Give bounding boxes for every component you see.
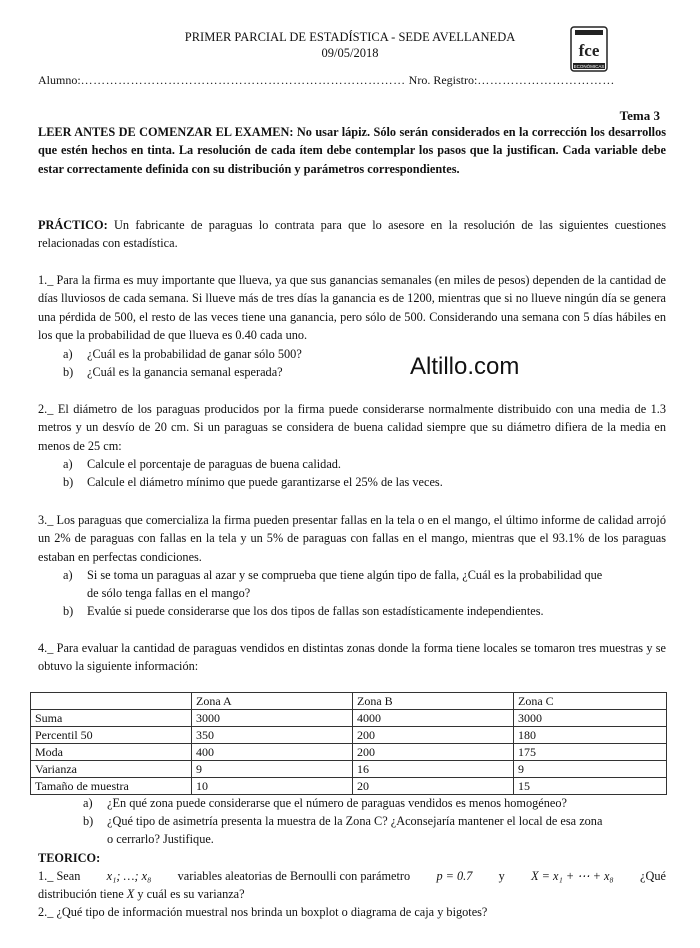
question-4a bbox=[83, 794, 567, 812]
q1b-label: b) bbox=[63, 365, 74, 379]
t1-y: y bbox=[498, 869, 505, 883]
table-cell: 15 bbox=[514, 778, 667, 795]
t1-vars: x₁; …; x₈ bbox=[106, 869, 152, 883]
table-cell: 175 bbox=[514, 744, 667, 761]
question-4b bbox=[83, 812, 666, 830]
question-3a-cont: de sólo tenga fallas en el mango? bbox=[87, 586, 251, 600]
table-header-cell: Zona A bbox=[192, 693, 353, 710]
t1-sum: X = x₁ + ⋯ + x₈ bbox=[531, 869, 614, 883]
t1-end: ¿Qué bbox=[639, 869, 666, 883]
table-header-cell bbox=[31, 693, 192, 710]
alumno-field[interactable]: …………………………………………………………………… bbox=[80, 73, 406, 87]
q1a-label: a) bbox=[63, 347, 73, 361]
question-1a bbox=[63, 345, 302, 363]
table-cell: 350 bbox=[192, 727, 353, 744]
q3b-text: Evalúe si puede considerarse que los dos tipos de fallas son estadísticamente independientes. bbox=[87, 604, 544, 618]
q4a-text: ¿En qué zona puede considerarse que el número de paraguas vendidos es menos homogéneo? bbox=[107, 796, 567, 810]
logo-caption: ECONÓMICAS bbox=[573, 64, 605, 69]
table-cell: 3000 bbox=[514, 710, 667, 727]
table-cell: 200 bbox=[353, 744, 514, 761]
teorico-question-1 bbox=[38, 867, 666, 885]
q2b-text: Calcule el diámetro mínimo que puede garantizarse el 25% de las veces. bbox=[87, 475, 443, 489]
q1a-text: ¿Cuál es la probabilidad de ganar sólo 500? bbox=[87, 347, 302, 361]
table-cell: Moda bbox=[31, 744, 192, 761]
exam-date: 09/05/2018 bbox=[321, 46, 379, 60]
question-3a bbox=[63, 566, 666, 584]
table-cell: Percentil 50 bbox=[31, 727, 192, 744]
exam-title: PRIMER PARCIAL DE ESTADÍSTICA - SEDE AVELLANEDA bbox=[184, 30, 516, 44]
t1-mid: variables aleatorias de Bernoulli con parámetro bbox=[177, 869, 411, 883]
instructions-text: No usar lápiz. Sólo serán considerados en la corrección los desarrollos que estén hechos en tinta. La resolución de cada ítem debe contemplar los pasos que la justifican. Cada variable debe estar correctamente definida con su distribución y parámetros correspondientes. bbox=[38, 125, 666, 176]
practico-lead: PRÁCTICO: bbox=[38, 218, 108, 232]
registro-label: Nro. Registro: bbox=[408, 73, 478, 87]
q4b-text-1: ¿Qué tipo de asimetría presenta la muestra de la Zona C? ¿Aconsejaría mantener el local de esa zona bbox=[107, 814, 603, 828]
table-cell: 16 bbox=[353, 761, 514, 778]
q2a-label: a) bbox=[63, 457, 73, 471]
table-cell: 10 bbox=[192, 778, 353, 795]
logo-text: fce bbox=[578, 41, 600, 60]
q1b-text: ¿Cuál es la ganancia semanal esperada? bbox=[87, 365, 283, 379]
student-line bbox=[38, 73, 658, 88]
q3a-label: a) bbox=[63, 568, 73, 582]
t1-line2-post: y cuál es su varianza? bbox=[137, 887, 245, 901]
q2b-label: b) bbox=[63, 475, 74, 489]
question-2b bbox=[63, 473, 443, 491]
table-cell: Tamaño de muestra bbox=[31, 778, 192, 795]
question-2-text: 2._ El diámetro de los paraguas producidos por la firma puede considerarse normalmente distribuido con una media de 1.3 metros y un desvío de 20 cm. Si un paraguas se considera de buena calidad siempre que su diámetro difiera de la media en menos de 25 cm: bbox=[38, 402, 666, 453]
table-cell: 4000 bbox=[353, 710, 514, 727]
table-cell: 3000 bbox=[192, 710, 353, 727]
alumno-label: Alumno: bbox=[38, 73, 81, 87]
q2a-text: Calcule el porcentaje de paraguas de buena calidad. bbox=[87, 457, 342, 471]
table-header-cell: Zona C bbox=[514, 693, 667, 710]
t1-param: p = 0.7 bbox=[436, 869, 473, 883]
t1-line2-pre: distribución tiene bbox=[38, 887, 124, 901]
question-4-text: 4._ Para evaluar la cantidad de paraguas vendidos en distintas zonas donde la forma tiene locales se tomaron tres muestras y se obtuvo la siguiente información: bbox=[38, 641, 666, 674]
table-cell: Varianza bbox=[31, 761, 192, 778]
question-2a bbox=[63, 455, 341, 473]
question-1-text: 1._ Para la firma es muy importante que llueva, ya que sus ganancias semanales (en miles de pesos) dependen de la cantidad de días lluviosos de cada semana. Si llueve más de tres días la ganancia es de 1200, mientras que si no llueve ningún día se genera una pérdida de 500, el resto de las veces tiene una ganancia, pero sólo de 500. Considerando una semana con 5 días hábiles en los que la probabilidad de que llueva es 0.40 cada uno. bbox=[38, 273, 666, 343]
question-4b-cont: o cerrarlo? Justifique. bbox=[107, 832, 214, 846]
question-3b bbox=[63, 602, 544, 620]
t1-pre: 1._ Sean bbox=[38, 869, 81, 883]
table-header-cell: Zona B bbox=[353, 693, 514, 710]
instructions-lead: LEER ANTES DE COMENZAR EL EXAMEN: bbox=[38, 125, 294, 139]
instructions bbox=[38, 123, 666, 178]
t1-line2-x: X bbox=[126, 887, 135, 901]
table-row bbox=[31, 710, 667, 727]
fce-logo bbox=[570, 26, 608, 72]
table-row bbox=[31, 761, 667, 778]
q3b-label: b) bbox=[63, 604, 74, 618]
teorico-title: TEORICO: bbox=[38, 851, 101, 865]
question-3-text: 3._ Los paraguas que comercializa la firma pueden presentar fallas en la tela o en el mango, el último informe de calidad arrojó un 2% de paraguas con fallas en la tela y un 5% de paraguas con fallas en el mango, mientras que el 93.1% de los paraguas estaban en perfectas condiciones. bbox=[38, 513, 666, 564]
teorico-question-1-cont bbox=[38, 885, 245, 903]
practico-text: Un fabricante de paraguas lo contrata para que lo asesore en la resolución de las siguientes cuestiones relacionadas con estadística. bbox=[38, 218, 666, 251]
watermark: Altillo.com bbox=[410, 353, 520, 380]
question-1b bbox=[63, 363, 283, 381]
table-cell: 20 bbox=[353, 778, 514, 795]
table-cell: Suma bbox=[31, 710, 192, 727]
table-cell: 9 bbox=[514, 761, 667, 778]
table-cell: 180 bbox=[514, 727, 667, 744]
table-row bbox=[31, 744, 667, 761]
table-cell: 9 bbox=[192, 761, 353, 778]
zones-table bbox=[30, 692, 667, 795]
q3a-text-1: Si se toma un paraguas al azar y se comprueba que tiene algún tipo de falla, ¿Cuál es la probabilidad que bbox=[87, 568, 603, 582]
q4b-label: b) bbox=[83, 814, 94, 828]
teorico-question-2: 2._ ¿Qué tipo de información muestral nos brinda un boxplot o diagrama de caja y bigotes? bbox=[38, 905, 488, 919]
table-cell: 200 bbox=[353, 727, 514, 744]
table-cell: 400 bbox=[192, 744, 353, 761]
q4a-label: a) bbox=[83, 796, 93, 810]
table-row bbox=[31, 727, 667, 744]
table-header-row bbox=[31, 693, 667, 710]
practico-intro bbox=[38, 216, 666, 253]
table-row bbox=[31, 778, 667, 795]
tema-label: Tema 3 bbox=[619, 108, 660, 123]
registro-field[interactable]: …………………………… bbox=[477, 73, 615, 87]
